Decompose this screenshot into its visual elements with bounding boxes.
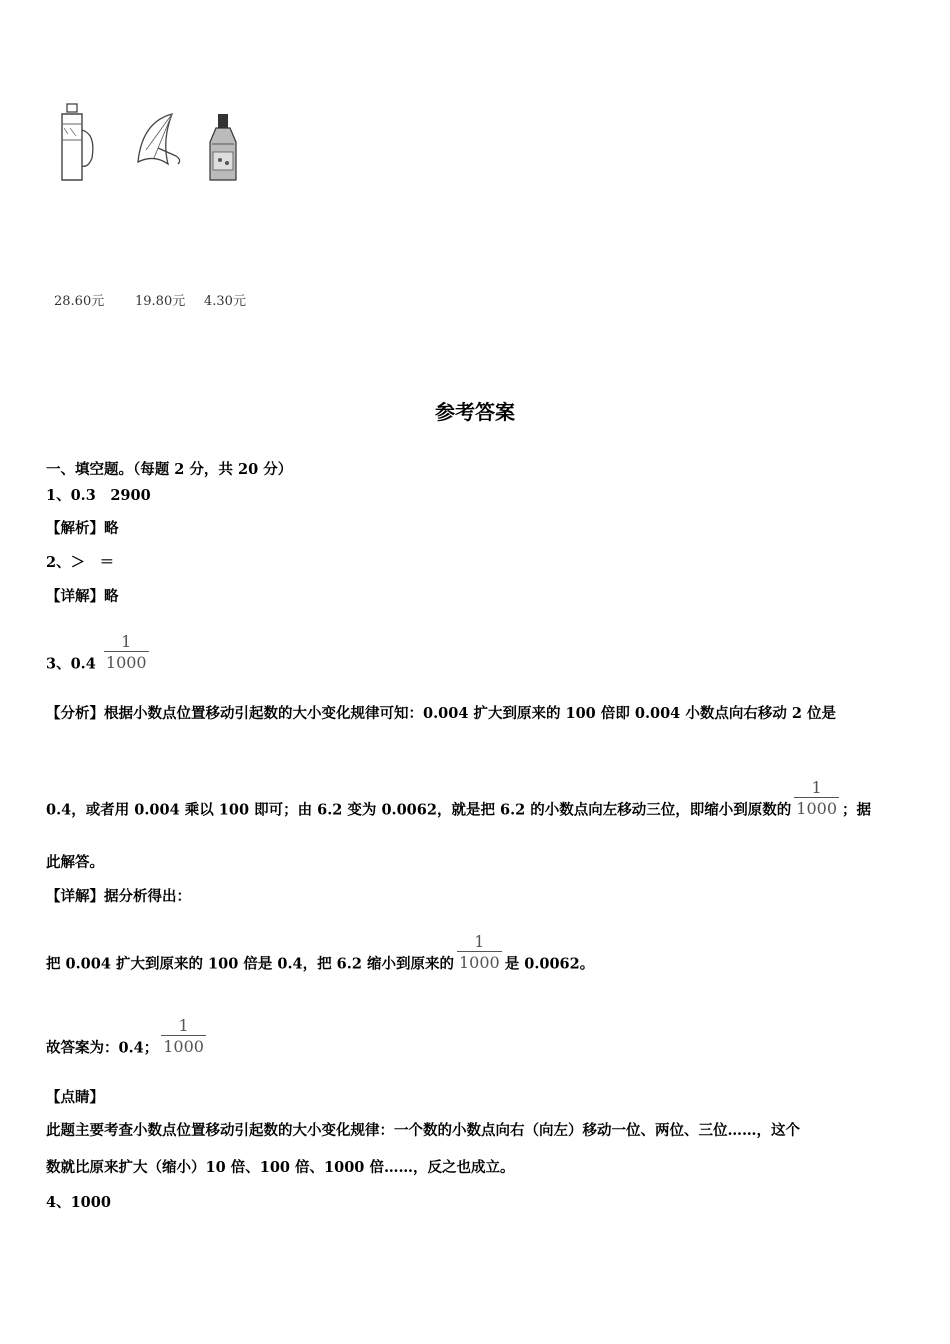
q3-answer xyxy=(46,632,152,684)
q3-detail-label: 【详解】据分析得出： xyxy=(46,888,191,905)
q3-analysis-line-2 xyxy=(46,778,871,830)
price-label: 19.80元 xyxy=(135,294,186,309)
section-heading: 一、填空题。（每题 2 分，共 20 分） xyxy=(46,461,293,478)
fraction-denominator: 1000 xyxy=(458,953,500,972)
fraction-numerator: 1 xyxy=(121,632,132,651)
price-label: 28.60元 xyxy=(54,294,105,309)
fraction xyxy=(104,633,149,672)
q3-analysis-line-1: 【分析】根据小数点位置移动引起数的大小变化规律可知：0.004 扩大到原来的 100 倍即 0.004 小数点向右移动 2 位是 xyxy=(46,705,836,722)
thermos-icon xyxy=(50,100,110,190)
product-bottle xyxy=(200,100,270,309)
product-thermos xyxy=(50,100,120,309)
q3-detail-text: 把 0.004 扩大到原来的 100 倍是 0.4，把 6.2 缩小到原来的 xyxy=(46,955,454,973)
q3-analysis-line-3: 此解答。 xyxy=(46,854,104,871)
page-title: 参考答案 xyxy=(435,400,515,424)
fraction xyxy=(457,933,502,972)
fraction-denominator: 1000 xyxy=(796,799,837,818)
q3-answer-prefix: 3、0.4 xyxy=(46,655,96,673)
fraction-numerator: 1 xyxy=(811,778,822,797)
q3-final-prefix: 故答案为：0.4； xyxy=(46,1039,159,1057)
q1-analysis: 【解析】略 xyxy=(46,520,119,537)
fraction-numerator: 1 xyxy=(178,1016,189,1035)
q3-detail-text-end: 是 0.0062。 xyxy=(504,955,595,973)
q1-answer: 1、0.3 2900 xyxy=(46,487,151,504)
price-label: 4.30元 xyxy=(204,294,246,309)
umbrella-icon xyxy=(132,100,192,190)
fraction-numerator: 1 xyxy=(474,932,485,951)
q3-dianjing-line-1: 此题主要考查小数点位置移动引起数的大小变化规律：一个数的小数点向右（向左）移动一位、两位、三位……，这个 xyxy=(46,1122,800,1139)
fraction-denominator: 1000 xyxy=(163,1037,204,1056)
bottle-icon xyxy=(200,100,260,190)
product-umbrella xyxy=(132,100,202,309)
q3-analysis-text-end: ；据 xyxy=(842,801,871,819)
q2-answer: 2、＞ ＝ xyxy=(46,554,115,571)
q3-dianjing-label: 【点睛】 xyxy=(46,1089,104,1106)
q3-detail-line xyxy=(46,932,595,984)
fraction-denominator: 1000 xyxy=(105,653,147,672)
q3-final-answer xyxy=(46,1016,209,1068)
q4-answer: 4、1000 xyxy=(46,1194,111,1211)
q3-analysis-text: 0.4，或者用 0.004 乘以 100 即可；由 6.2 变为 0.0062，就是把 6.2 的小数点向左移动三位，即缩小到原数的 xyxy=(46,801,792,819)
q3-dianjing-line-2: 数就比原来扩大（缩小）10 倍、100 倍、1000 倍……，反之也成立。 xyxy=(46,1159,515,1176)
fraction xyxy=(794,779,839,818)
fraction xyxy=(161,1017,206,1056)
q2-detail: 【详解】略 xyxy=(46,588,119,605)
